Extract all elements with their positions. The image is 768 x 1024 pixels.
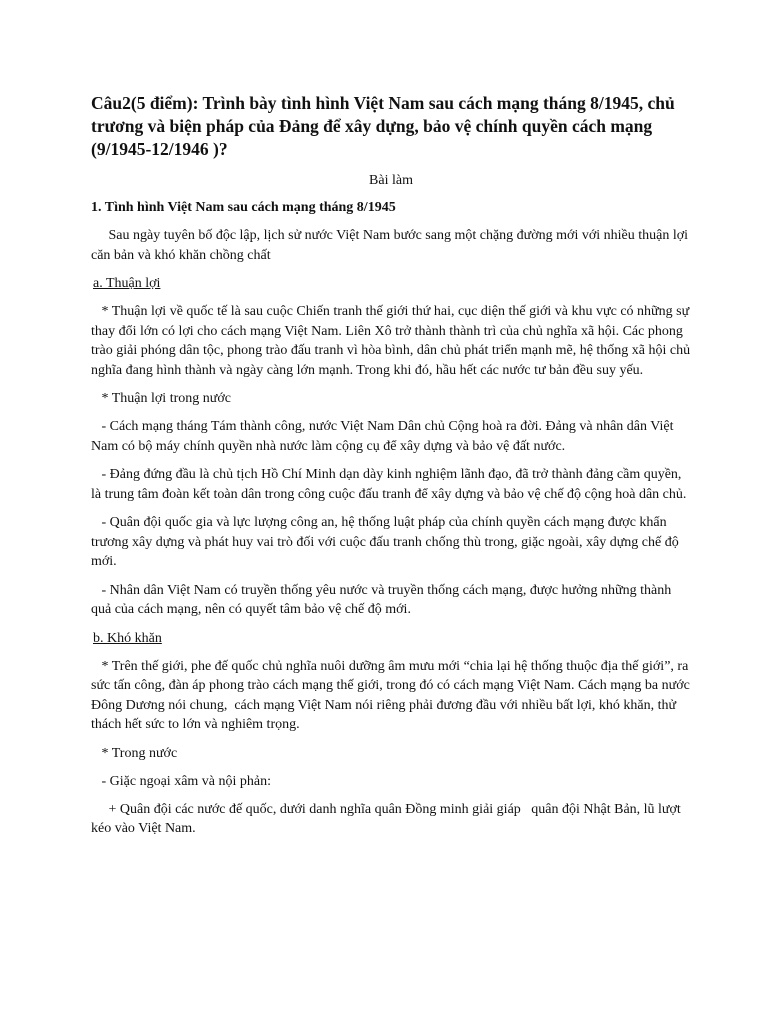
paragraph-international-difficulties: * Trên thế giới, phe đế quốc chủ nghĩa nuôi dưỡng âm mưu mới “chia lại hệ thống thuộc địa thế giới”, ra sức tấn công, đàn áp phong trào cách mạng thế giới, trong đó có cách mạng Việt Nam. Cách mạng ba nước Đông Dương nói chung, cách mạng Việt Nam nói riêng phải đương đầu với nhiều bất lợi, khó khăn, thử thách hết sức to lớn và nghiêm trọng. <box>91 658 694 732</box>
paragraph-domestic-4: - Nhân dân Việt Nam có truyền thống yêu nước và truyền thống cách mạng, được hưởng những thành quả của cách mạng, nên có quyết tâm bảo vệ chế độ mới. <box>91 582 675 617</box>
paragraph-domestic-2: - Đảng đứng đầu là chủ tịch Hồ Chí Minh dạn dày kinh nghiệm lãnh đạo, đã trở thành đảng cầm quyền, là trung tâm đoàn kết toàn dân trong công cuộc đấu tranh để xây dựng và bảo vệ chế độ cộng hoà dân chủ. <box>91 467 687 502</box>
paragraph-invaders-detail: + Quân đội các nước đế quốc, dưới danh nghĩa quân Đồng minh giải giáp quân đội Nhật Bản, lũ lượt kéo vào Việt Nam. <box>91 801 685 836</box>
document-title: Câu2(5 điểm): Trình bày tình hình Việt Nam sau cách mạng tháng 8/1945, chủ trương và biện pháp của Đảng để xây dựng, bảo vệ chính quyền cách mạng (9/1945-12/1946 )? <box>91 93 675 159</box>
section-heading: 1. Tình hình Việt Nam sau cách mạng tháng 8/1945 <box>91 200 396 215</box>
paragraph-domestic-3: - Quân đội quốc gia và lực lượng công an, hệ thống luật pháp của chính quyền cách mạng được khẩn trương xây dựng và phát huy vai trò đối với cuộc đấu tranh chống thù trong, giặc ngoài, xây dựng chế độ mới. <box>91 515 683 569</box>
subheading-difficulties: b. Khó khăn <box>93 630 162 646</box>
document-page <box>91 92 694 848</box>
paragraph-international-advantages: * Thuận lợi về quốc tế là sau cuộc Chiến tranh thế giới thứ hai, cục diện thế giới và khu vực có những sự thay đổi lớn có lợi cho cách mạng Việt Nam. Liên Xô trở thành thành trì của chủ nghĩa xã hội. Các phong trào giải phóng dân tộc, phong trào đấu tranh vì hòa bình, dân chủ phát triển mạnh mẽ, hệ thống xã hội chủ nghĩa đang hình thành và ngày càng lớn mạnh. Trong khi đó, hầu hết các nước tư bản đều suy yếu. <box>91 304 694 378</box>
label-domestic-advantages: * Thuận lợi trong nước <box>91 391 231 406</box>
paragraph-invaders: - Giặc ngoại xâm và nội phản: <box>91 773 272 789</box>
label-domestic-difficulties: * Trong nước <box>91 745 178 761</box>
intro-paragraph: Sau ngày tuyên bố độc lập, lịch sử nước Việt Nam bước sang một chặng đường mới với nhiều thuận lợi căn bản và khó khăn chồng chất <box>91 228 692 263</box>
paragraph-domestic-1: - Cách mạng tháng Tám thành công, nước Việt Nam Dân chủ Cộng hoà ra đời. Đảng và nhân dân Việt Nam có bộ máy chính quyền nhà nước làm cộng cụ để xây dựng và bảo vệ đất nước. <box>91 419 678 454</box>
subheading-advantages: a. Thuận lợi <box>93 276 161 291</box>
document-subtitle: Bài làm <box>369 173 413 188</box>
